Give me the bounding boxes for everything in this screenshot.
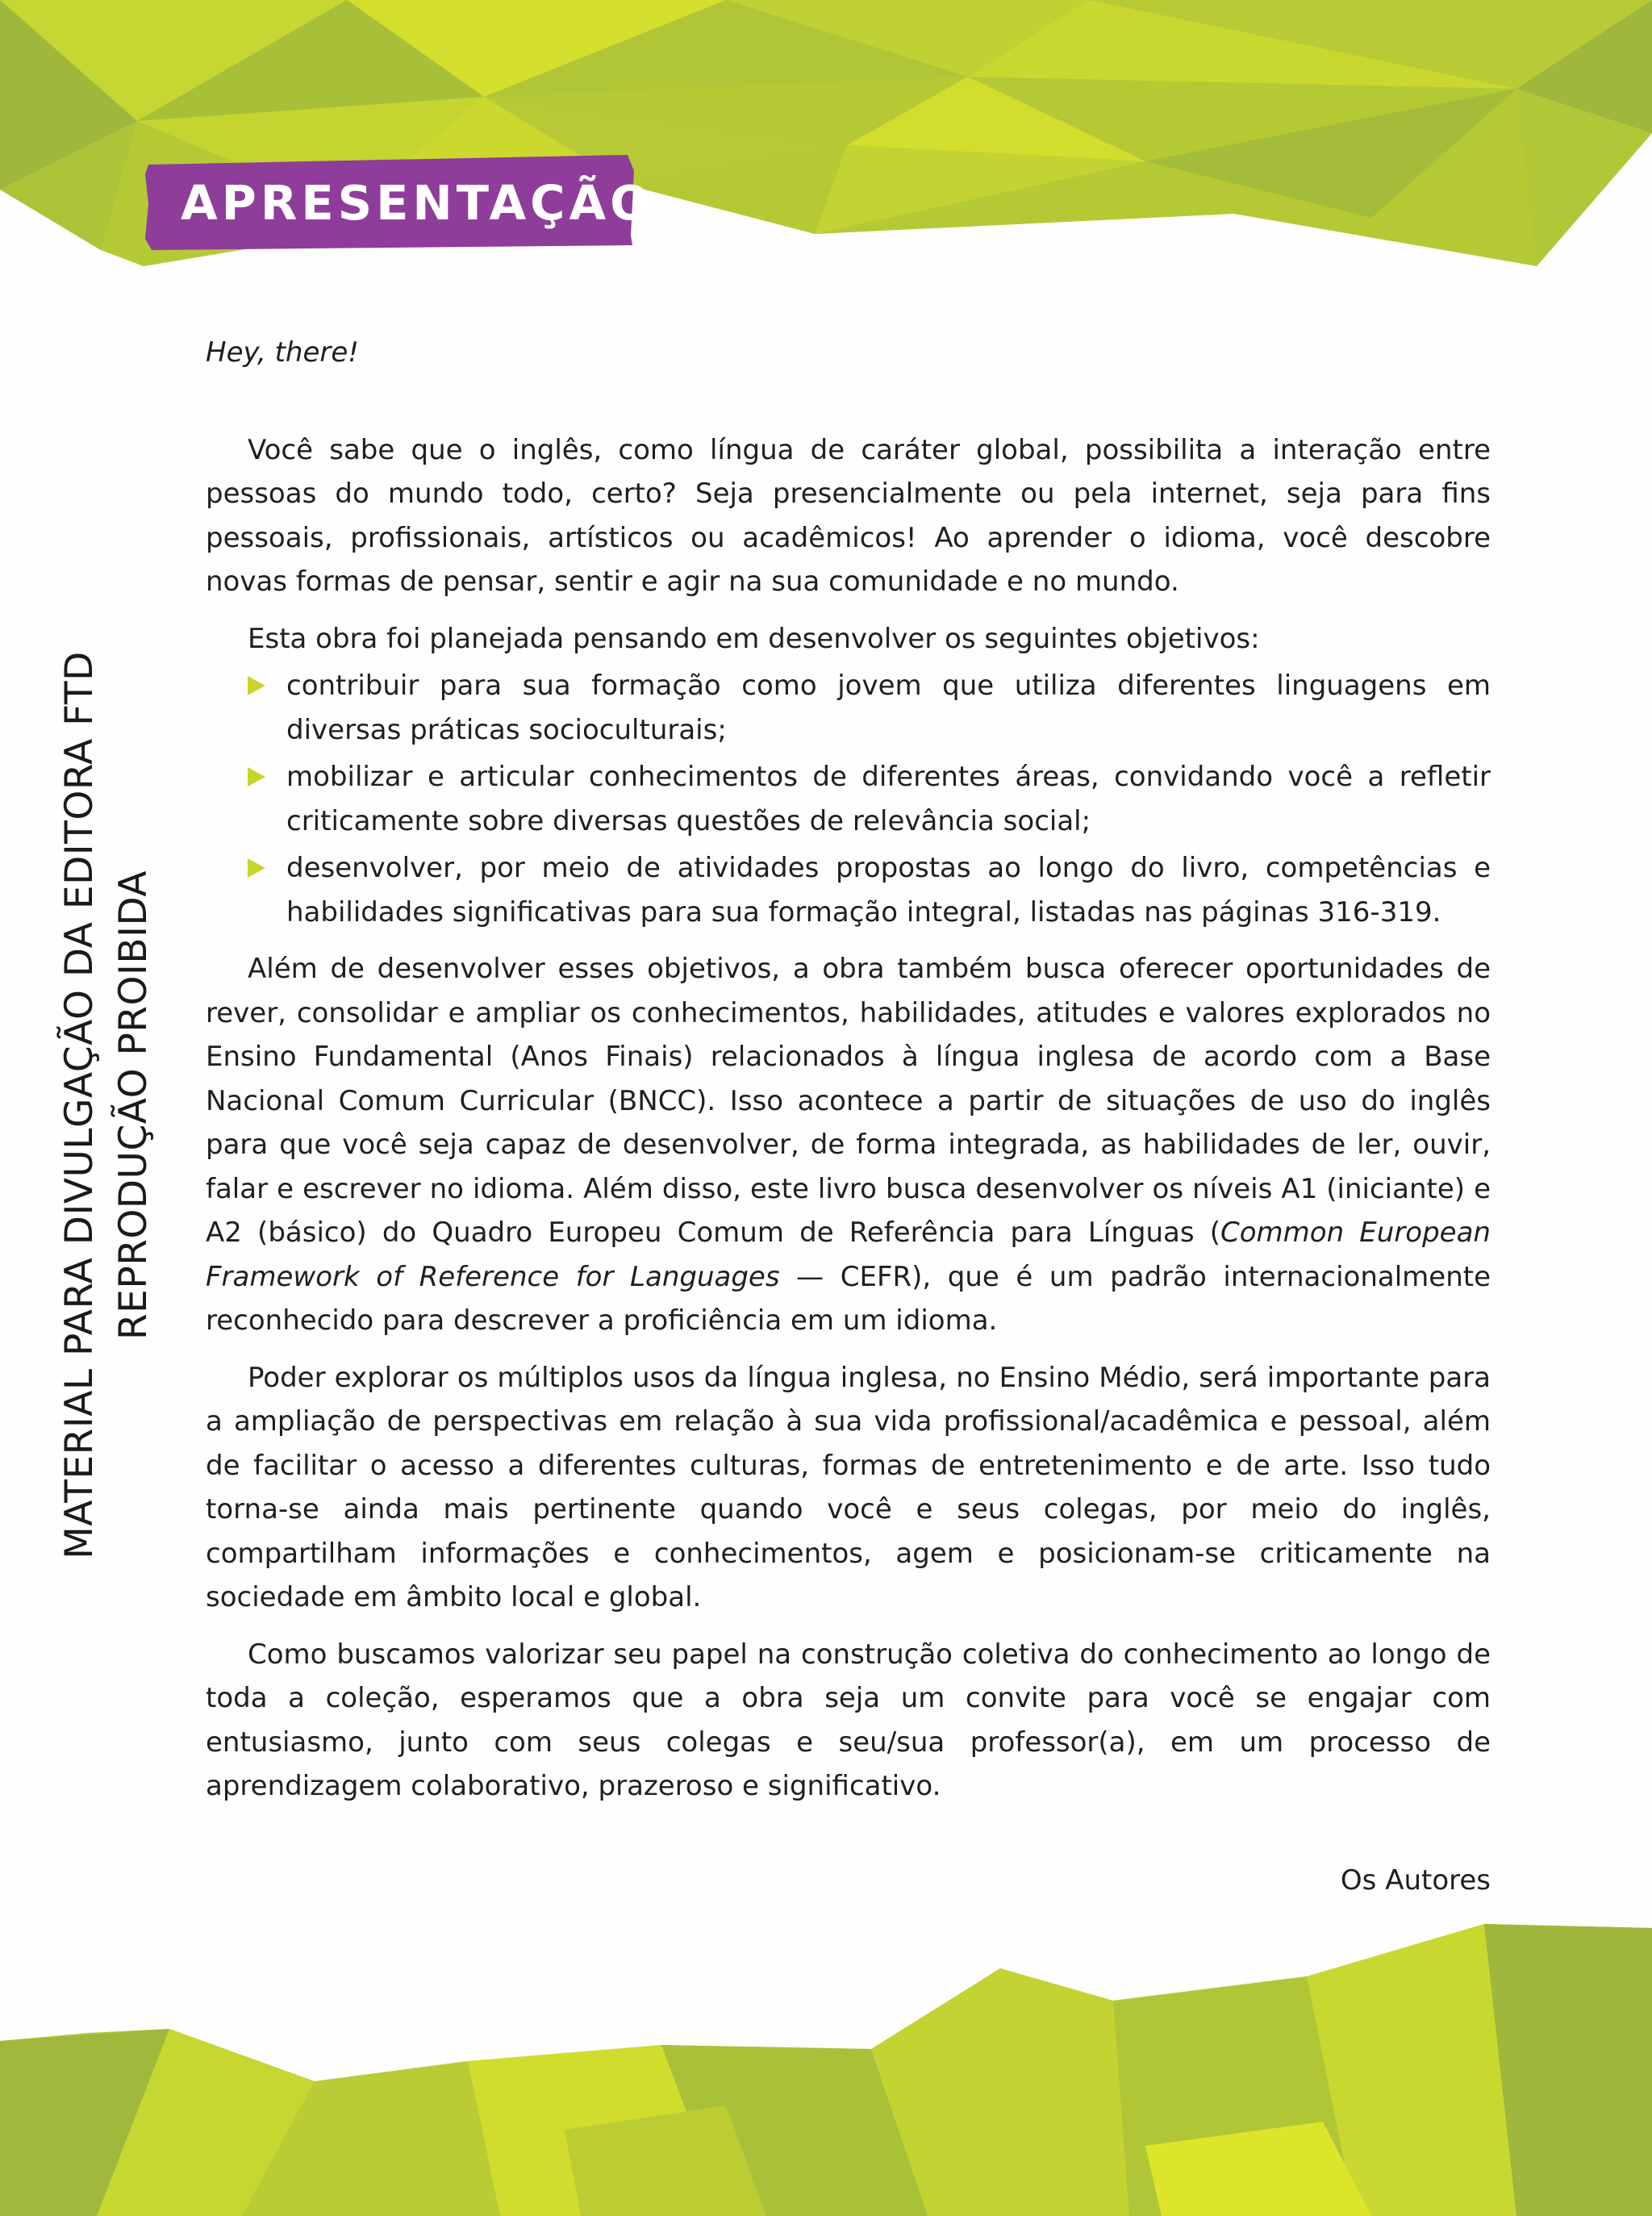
paragraph-intro: Você sabe que o inglês, como língua de caráter global, possibilita a interação entre pessoas do mundo todo, certo? Seja presencialmente ou pela internet, seja para fins pessoais, profissionais, artísticos ou acadêmicos! Ao aprender o idioma, você descobre novas formas de pensar, sentir e agir na sua comunidade e no mundo.	[206, 433, 1491, 598]
side-watermark	[52, 597, 161, 1613]
list-item	[206, 846, 1491, 934]
objective-text: contribuir para sua formação como jovem que utiliza diferentes linguagens em diversas práticas socioculturais;	[286, 670, 1491, 746]
paragraph-closing: Como buscamos valorizar seu papel na construção coletiva do conhecimento ao longo de toda a coleção, esperamos que a obra seja um convite para você se engajar com entusiasmo, junto com seus colegas e seu/sua professor(a), em um processo de aprendizagem colaborativo, prazeroso e significativo.	[206, 1638, 1491, 1802]
title-banner	[144, 155, 655, 250]
list-item	[206, 755, 1491, 843]
letter-body	[206, 331, 1491, 1930]
paragraph-high-school: Poder explorar os múltiplos usos da língua inglesa, no Ensino Médio, será importante para a ampliação de perspectivas em relação à sua vida profissional/acadêmica e pessoal, além de facilitar o acesso a diferentes culturas, formas de entretenimento e de arte. Isso tudo torna-se ainda mais pertinente quando você e seus colegas, por meio do inglês, compartilham informações e conhecimentos, agem e posicionam-se criticamente na sociedade em âmbito local e global.	[206, 1361, 1491, 1613]
objective-text: mobilizar e articular conhecimentos de diferentes áreas, convidando você a refletir criticamente sobre diversas questões de relevância social;	[286, 761, 1491, 837]
objectives-intro: Esta obra foi planejada pensando em desenvolver os seguintes objetivos:	[248, 622, 1260, 655]
bottom-polygon-decoration	[0, 1920, 1652, 2216]
bullet-arrow-icon	[248, 676, 265, 695]
greeting: Hey, there!	[206, 336, 359, 369]
bullet-arrow-icon	[248, 767, 265, 787]
bullet-arrow-icon	[248, 858, 265, 878]
watermark-line-1: MATERIAL PARA DIVULGAÇÃO DA EDITORA FTD	[57, 651, 102, 1559]
cefr-title: Common European Framework of Reference for Languages	[206, 1217, 1491, 1293]
objective-text: desenvolver, por meio de atividades propostas ao longo do livro, competências e habilidades significativas para sua formação integral, listadas nas páginas 316-319.	[286, 852, 1491, 929]
objectives-list	[206, 664, 1491, 934]
watermark-line-2: REPRODUÇÃO PROIBIDA	[111, 870, 156, 1340]
list-item	[206, 664, 1491, 752]
page-title: APRESENTAÇÃO	[181, 175, 655, 231]
paragraph-goals: Além de desenvolver esses objetivos, a obra também busca oferecer oportunidades de rever, consolidar e ampliar os conhecimentos, habilidades, atitudes e valores explorados no Ensino Fundamental (Anos Finais) relacionados à língua inglesa de acordo com a Base Nacional Comum Curricular (BNCC). Isso acontece a partir de situações de uso do inglês para que você seja capaz de desenvolver, de forma integrada, as habilidades de ler, ouvir, falar e escrever no idioma. Além disso, este livro busca desenvolver os níveis A1 (iniciante) e A2 (básico) do Quadro Europeu Comum de Referência para Línguas (Common European Framework of Reference for Languages — CEFR), que é um padrão internacionalmente reconhecido para descrever a proficiência em um idioma.	[206, 953, 1491, 1337]
signature: Os Autores	[1340, 1863, 1491, 1897]
